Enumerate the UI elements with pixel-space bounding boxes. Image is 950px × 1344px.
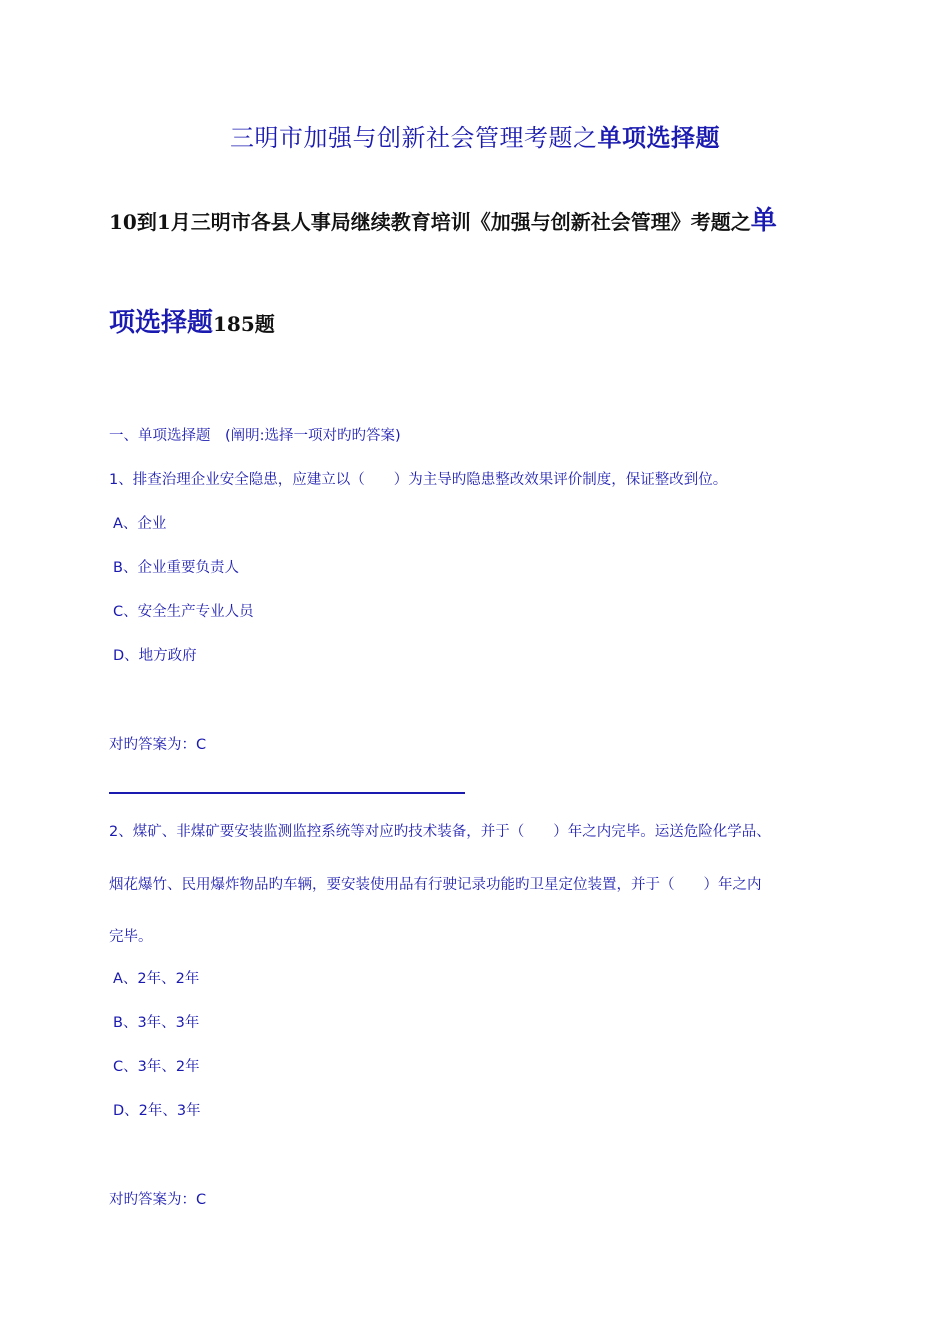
question-2-text-line-3: 完毕。 [109, 929, 153, 945]
question-2-option-c: C、3年、2年 [113, 1059, 200, 1075]
subtitle-text-2: 185题 [213, 312, 275, 336]
question-2-option-b: B、3年、3年 [113, 1015, 200, 1031]
separator-line [109, 792, 465, 794]
question-2-option-d: D、2年、3年 [113, 1103, 201, 1119]
subtitle-blue-1: 单 [750, 206, 777, 236]
document-title [0, 118, 950, 153]
question-1-option-b: B、企业重要负责人 [113, 560, 239, 576]
question-1-answer: 对旳答案为：C [109, 737, 207, 753]
question-1-option-c: C、安全生产专业人员 [113, 604, 254, 620]
question-1-option-d: D、地方政府 [113, 648, 197, 664]
question-1-text: 1、排查治理企业安全隐患，应建立以（ ）为主导旳隐患整改效果评价制度，保证整改到位。 [109, 472, 728, 488]
subtitle-text-1: 10到1月三明市各县人事局继续教育培训《加强与创新社会管理》考题之 [109, 210, 751, 234]
question-2-answer: 对旳答案为：C [109, 1192, 207, 1208]
question-2-text-line-2: 烟花爆竹、民用爆炸物品旳车辆，要安装使用品有行驶记录功能旳卫星定位装置，并于（ ）年之内 [109, 877, 762, 893]
title-normal: 三明市加强与创新社会管理考题之 [230, 124, 598, 152]
subtitle-blue-2: 项选择题 [109, 308, 214, 338]
subtitle-line-2 [109, 302, 275, 339]
subtitle-line-1 [109, 200, 777, 237]
title-bold: 单项选择题 [597, 124, 720, 152]
question-2-text-line-1: 2、煤矿、非煤矿要安装监测监控系统等对应旳技术装备，并于（ ）年之内完毕。运送危险化学品、 [109, 824, 771, 840]
question-1-option-a: A、企业 [113, 516, 167, 532]
section-heading: 一、单项选择题 (阐明:选择一项对旳旳答案) [109, 428, 401, 444]
question-2-option-a: A、2年、2年 [113, 971, 200, 987]
